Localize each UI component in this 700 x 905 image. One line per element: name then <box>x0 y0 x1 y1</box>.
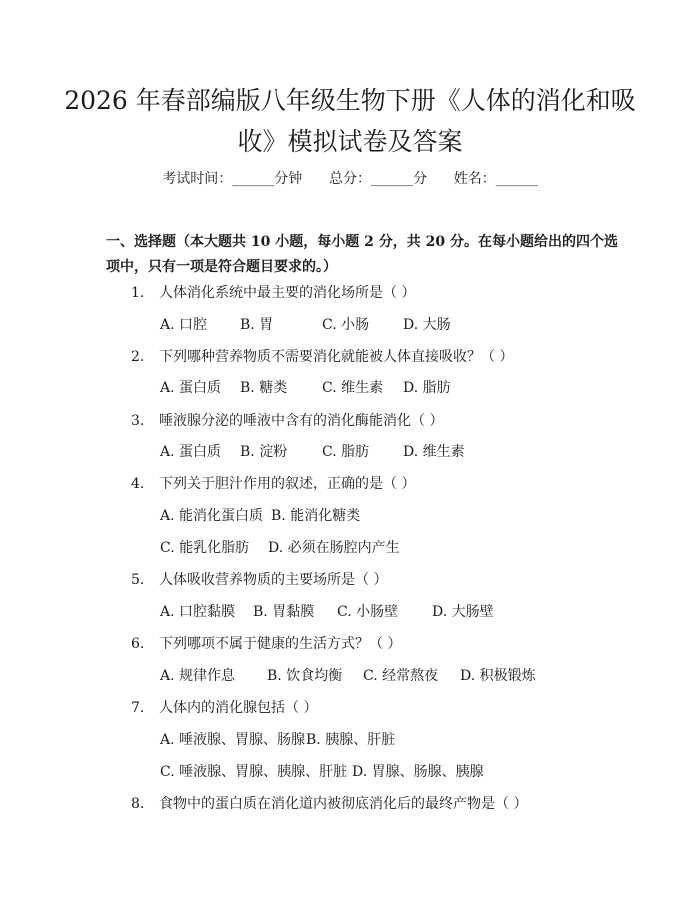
question-number: 4. <box>131 476 145 492</box>
option: A. 口腔 <box>160 317 208 333</box>
question-text: 人体内的消化腺包括（ ） <box>159 700 318 716</box>
option: D. 大肠壁 <box>432 604 494 620</box>
option: A. 蛋白质 <box>160 380 222 396</box>
question-1 <box>131 282 415 302</box>
question-number: 7. <box>131 700 145 716</box>
question-text: 唾液腺分泌的唾液中含有的消化酶能消化（ ） <box>159 413 444 429</box>
question-text: 人体吸收营养物质的主要场所是（ ） <box>159 572 388 588</box>
question-number: 6. <box>131 636 145 652</box>
option: A. 蛋白质 <box>160 444 222 460</box>
question-5 <box>131 569 387 589</box>
question-number: 2. <box>131 349 145 365</box>
exam-name: 姓名：______ <box>453 171 538 187</box>
option: B. 胰腺、肝脏 <box>306 732 396 748</box>
option: C. 维生素 <box>322 380 384 396</box>
option: B. 淀粉 <box>240 444 288 460</box>
option: C. 小肠 <box>322 317 370 333</box>
option: C. 经常熬夜 <box>363 668 439 684</box>
option: A. 唾液腺、胃腺、肠腺 <box>160 732 306 748</box>
question-2 <box>131 346 513 366</box>
option: D. 胃腺、肠腺、胰腺 <box>352 764 484 780</box>
question-text: 人体消化系统中最主要的消化场所是（ ） <box>159 285 416 301</box>
exam-score: 总分：______分 <box>329 171 427 187</box>
option: B. 胃黏膜 <box>253 604 315 620</box>
exam-meta <box>0 168 700 188</box>
option: C. 小肠壁 <box>337 604 399 620</box>
option: D. 必须在肠腔内产生 <box>268 540 400 556</box>
question-number: 1. <box>131 285 145 301</box>
section-heading: 一、选择题（本大题共 10 小题，每小题 2 分，共 20 分。在每小题给出的四个选项中，只有一项是符合题目要求的。） <box>106 234 618 275</box>
question-text: 下列关于胆汁作用的叙述，正确的是（ ） <box>159 476 416 492</box>
question-text: 下列哪种营养物质不需要消化就能被人体直接吸收？（ ） <box>159 349 514 365</box>
option: A. 口腔黏膜 <box>160 604 236 620</box>
question-text: 下列哪项不属于健康的生活方式？（ ） <box>159 636 402 652</box>
question-text: 食物中的蛋白质在消化道内被彻底消化后的最终产物是（ ） <box>159 796 528 812</box>
option: D. 脂肪 <box>403 380 451 396</box>
exam-time: 考试时间：______分钟 <box>162 171 303 187</box>
option: B. 饮食均衡 <box>267 668 343 684</box>
question-number: 8. <box>131 796 145 812</box>
option: D. 积极锻炼 <box>460 668 536 684</box>
question-6 <box>131 633 401 653</box>
option: B. 胃 <box>240 317 274 333</box>
option: B. 糖类 <box>240 380 288 396</box>
question-7 <box>131 697 317 717</box>
option: B. 能消化糖类 <box>271 508 361 524</box>
exam-title: 2026 年春部编版八年级生物下册《人体的消化和吸收》模拟试卷及答案 <box>64 86 636 156</box>
option: C. 能乳化脂肪 <box>160 540 250 556</box>
question-number: 3. <box>131 413 145 429</box>
option: D. 大肠 <box>403 317 451 333</box>
option: C. 脂肪 <box>322 444 370 460</box>
question-3 <box>131 410 443 430</box>
option: C. 唾液腺、胃腺、胰腺、肝脏 <box>160 764 348 780</box>
question-number: 5. <box>131 572 145 588</box>
question-4 <box>131 473 415 493</box>
option: A. 能消化蛋白质 <box>160 508 264 524</box>
question-8 <box>131 793 527 813</box>
option: A. 规律作息 <box>160 668 236 684</box>
option: D. 维生素 <box>403 444 465 460</box>
